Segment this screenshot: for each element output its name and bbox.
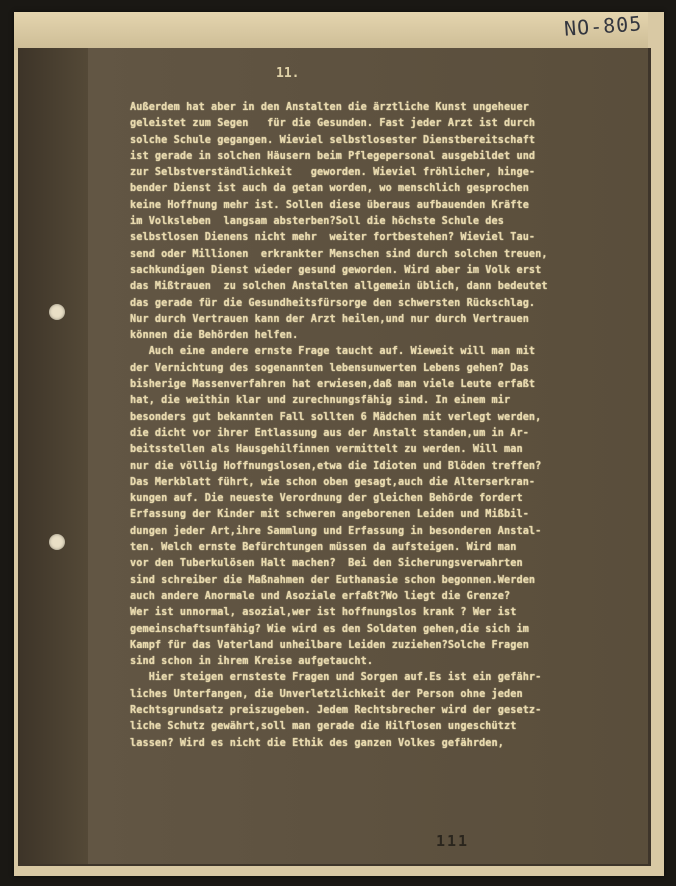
text-line: liches Unterfangen, die Unverletzlichkeit der Person ohne jeden [130,688,523,700]
text-line: selbstlosen Dienens nicht mehr weiter fortbestehen? Wieviel Tau- [130,232,536,244]
text-line: dungen jeder Art,ihre Sammlung und Erfassung in besonderen Anstal- [130,525,542,537]
text-line: send oder Millionen erkrankter Menschen sind durch solchen treuen, [130,248,548,260]
text-line: besonders gut bekannten Fall sollten 6 Mädchen mit verlegt werden, [130,411,542,423]
text-line: die dicht vor ihrer Entlassung aus der Anstalt standen,um in Ar- [130,427,529,439]
text-line: Das Merkblatt führt, wie schon oben gesagt,auch die Alterserkran- [130,476,536,488]
document-body-text [130,100,628,752]
text-line: Erfassung der Kinder mit schweren angeborenen Leiden und Mißbil- [130,509,529,521]
text-line: das gerade für die Gesundheitsfürsorge den schwersten Rückschlag. [130,297,536,309]
text-line: im Volksleben langsam absterben?Soll die höchste Schule des [130,216,505,228]
text-line: sachkundigen Dienst wieder gesund geworden. Wird aber im Volk erst [130,264,542,276]
text-line: sind schreiber die Maßnahmen der Euthanasie schon begonnen.Werden [130,574,536,586]
text-line: auch andere Anormale und Asoziale erfaßt?Wo liegt die Grenze? [130,590,511,602]
text-line: beitsstellen als Hausgehilfinnen vermittelt zu werden. Will man [130,444,523,456]
top-margin-strip [14,12,648,50]
text-line: solche Schule gegangen. Wieviel selbstlosester Dienstbereitschaft [130,134,536,146]
text-line: bender Dienst ist auch da getan worden, wo menschlich gesprochen [130,183,529,195]
text-line: Kampf für das Vaterland unheilbare Leiden zuziehen?Solche Fragen [130,639,529,651]
text-line: vor den Tuberkulösen Halt machen? Bei den Sicherungsverwahrten [130,558,523,570]
text-line: sind schon in ihrem Kreise aufgetaucht. [130,656,374,668]
text-line: gemeinschaftsunfähig? Wie wird es den Soldaten gehen,die sich im [130,623,529,635]
text-line: das Mißtrauen zu solchen Anstalten allgemein üblich, dann bedeutet [130,281,548,293]
text-line: keine Hoffnung mehr ist. Sollen diese überaus aufbauenden Kräfte [130,199,529,211]
text-line: liche Schutz gewährt,soll man gerade die Hilflosen ungeschützt [130,721,517,733]
text-line: zur Selbstverständlichkeit geworden. Wieviel fröhlicher, hinge- [130,167,536,179]
punch-hole-bottom [49,534,65,550]
text-line: lassen? Wird es nicht die Ethik des ganzen Volkes gefährden, [130,737,505,749]
text-line: Wer ist unnormal, asozial,wer ist hoffnungslos krank ? Wer ist [130,607,517,619]
page-number: 11. [276,66,300,81]
text-line: bisherige Massenverfahren hat erwiesen,daß man viele Leute erfaßt [130,379,536,391]
text-line: Rechtsgrundsatz preiszugeben. Jedem Rechtsbrecher wird der gesetz- [130,704,542,716]
text-line: Auch eine andere ernste Frage taucht auf. Wieweit will man mit [130,346,536,358]
text-line: hat, die weithin klar und zurechnungsfähig sind. In einem mir [130,395,511,407]
text-line: geleistet zum Segen für die Gesunden. Fast jeder Arzt ist durch [130,118,536,130]
text-line: ten. Welch ernste Befürchtungen müssen da aufsteigen. Wird man [130,542,517,554]
text-line: ist gerade in solchen Häusern beim Pflegepersonal ausgebildet und [130,150,536,162]
folio-number: 111 [436,832,470,850]
punch-hole-top [49,304,65,320]
text-line: Außerdem hat aber in den Anstalten die ärztliche Kunst ungeheuer [130,102,529,113]
text-line: können die Behörden helfen. [130,330,299,342]
archive-number: NO-805 [563,11,643,41]
text-line: kungen auf. Die neueste Verordnung der gleichen Behörde fordert [130,493,523,505]
text-line: nur die völlig Hoffnungslosen,etwa die Idioten und Blöden treffen? [130,460,542,472]
text-line: Nur durch Vertrauen kann der Arzt heilen,und nur durch Vertrauen [130,313,529,325]
binding-margin [18,48,88,864]
text-line: Hier steigen ernsteste Fragen und Sorgen auf.Es ist ein gefähr- [130,672,542,684]
text-line: der Vernichtung des sogenannten lebensunwerten Lebens gehen? Das [130,362,529,374]
